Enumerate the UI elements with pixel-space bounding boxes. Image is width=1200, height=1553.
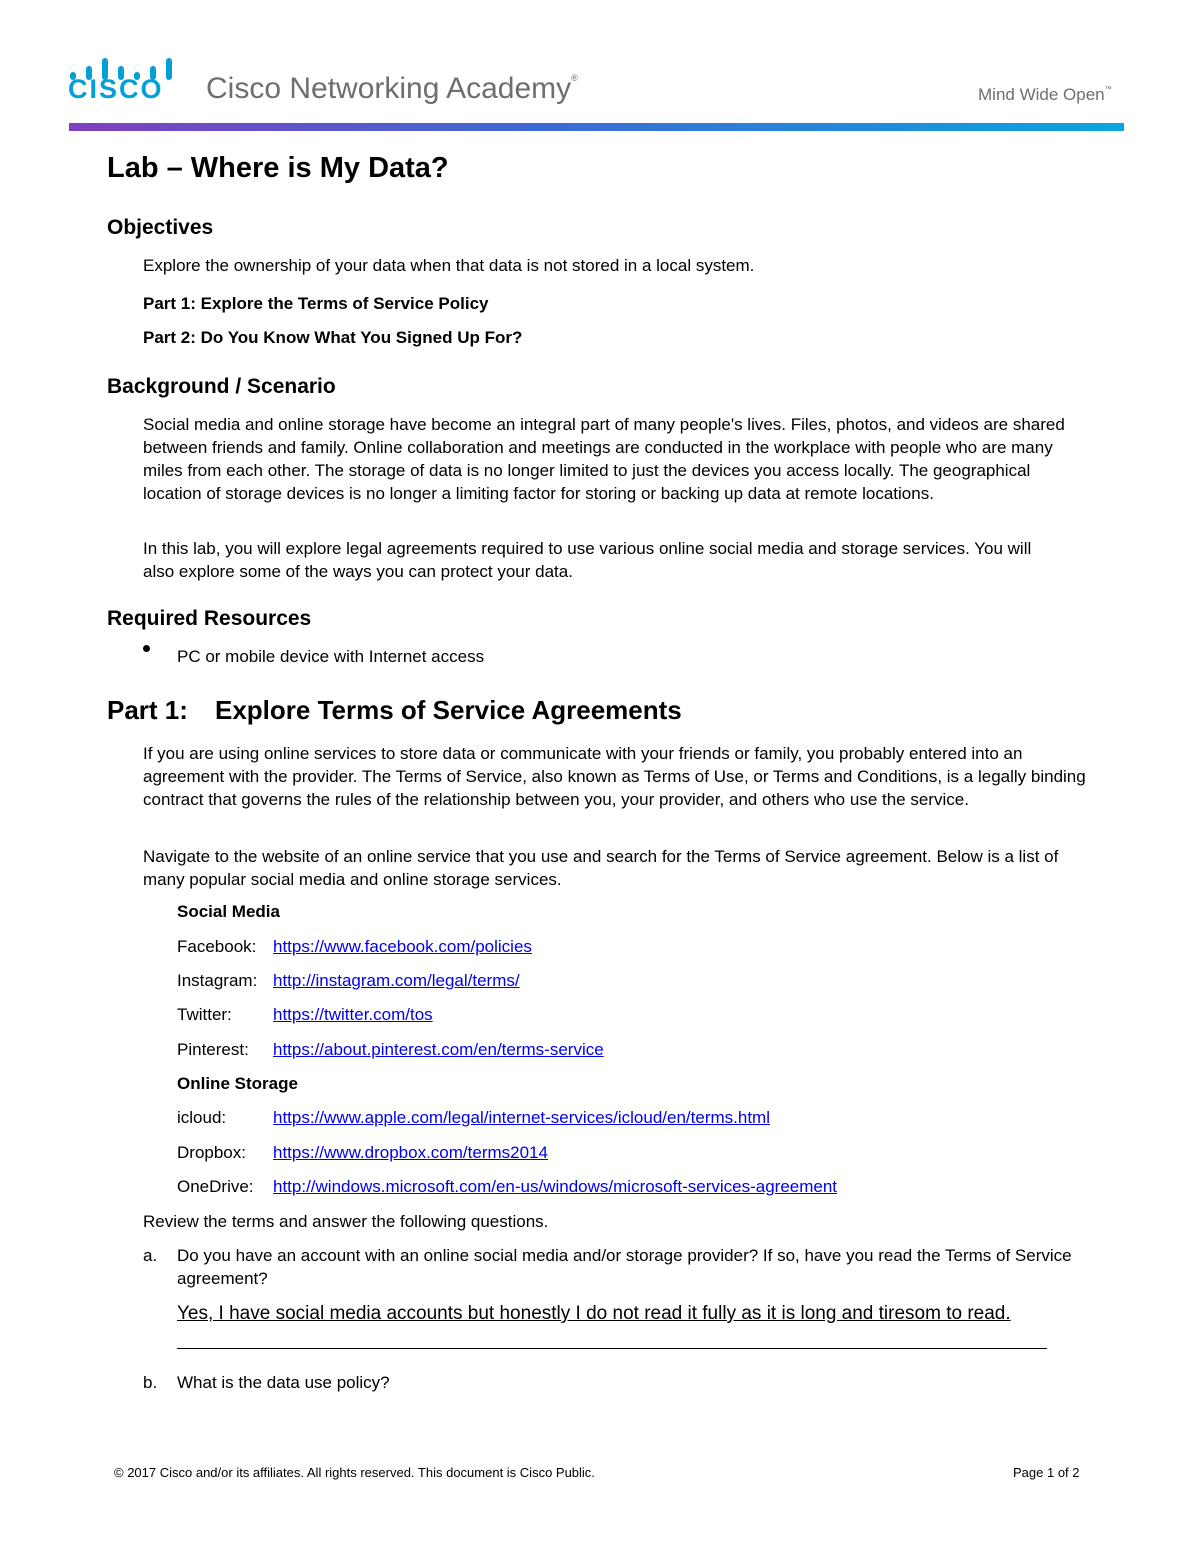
part1-paragraph-2: Navigate to the website of an online service that you use and search for the Terms of Service agreement. Below is a list of many popular social media and online storage services. xyxy=(143,847,1059,889)
question-a-text: Do you have an account with an online social media and/or storage provider? If so, have you read the Terms of Service agreement? xyxy=(177,1246,1072,1288)
resources-heading: Required Resources xyxy=(107,607,312,630)
dropbox-link[interactable]: https://www.dropbox.com/terms2014 xyxy=(273,1143,548,1162)
instagram-link[interactable]: http://instagram.com/legal/terms/ xyxy=(273,971,520,990)
background-paragraph-2: In this lab, you will explore legal agreements required to use various online social media and storage services. You will also explore some of the ways you can protect your data. xyxy=(143,539,1032,581)
social-media-heading: Social Media xyxy=(177,902,280,921)
question-b-text: What is the data use policy? xyxy=(177,1373,390,1392)
pinterest-link[interactable]: https://about.pinterest.com/en/terms-service xyxy=(273,1040,604,1059)
facebook-link[interactable]: https://www.facebook.com/policies xyxy=(273,937,532,956)
online-storage-heading: Online Storage xyxy=(177,1074,298,1093)
background-heading: Background / Scenario xyxy=(107,375,336,398)
question-b-letter: b. xyxy=(143,1373,158,1392)
onedrive-link[interactable]: http://windows.microsoft.com/en-us/windows/microsoft-services-agreement xyxy=(273,1177,838,1196)
logo-wordmark: CISCO xyxy=(68,74,164,104)
part1-heading: Part 1: Explore Terms of Service Agreements xyxy=(107,695,682,725)
resource-item: PC or mobile device with Internet access xyxy=(177,647,485,666)
cisco-logo xyxy=(68,46,180,104)
footer-copyright: © 2017 Cisco and/or its affiliates. All rights reserved. This document is Cisco Public. xyxy=(114,1465,595,1480)
header-rule xyxy=(69,123,1124,131)
answer-line xyxy=(177,1348,1047,1349)
link-row-twitter: Twitter: https://twitter.com/tos xyxy=(177,1005,433,1024)
part1-paragraph-1: If you are using online services to store data or communicate with your friends or family, you probably entered into an agreement with the provider. The Terms of Service, also known as Terms of Use, or Terms and Conditions, is a legally binding contract that governs the rules of the relationship between you, your provider, and others who use the service. xyxy=(143,744,1086,809)
tagline: Mind Wide Open™ xyxy=(978,85,1112,104)
question-a-letter: a. xyxy=(143,1246,158,1265)
link-row-facebook: Facebook: https://www.facebook.com/policies xyxy=(177,937,532,956)
objective-part-1: Part 1: Explore the Terms of Service Policy xyxy=(143,294,489,313)
page-title: Lab – Where is My Data? xyxy=(107,152,449,184)
link-row-pinterest: Pinterest: https://about.pinterest.com/en/terms-service xyxy=(177,1040,604,1059)
link-row-onedrive: OneDrive: http://windows.microsoft.com/en-us/windows/microsoft-services-agreement xyxy=(177,1177,838,1196)
icloud-link[interactable]: https://www.apple.com/legal/internet-services/icloud/en/terms.html xyxy=(273,1108,770,1127)
footer-page-number: Page 1 of 2 xyxy=(1013,1465,1080,1480)
answer-a[interactable]: Yes, I have social media accounts but honestly I do not read it fully as it is long and tiresom to read. xyxy=(177,1303,1011,1324)
bullet-icon xyxy=(143,645,150,652)
background-paragraph-1: Social media and online storage have become an integral part of many people's lives. Files, photos, and videos are shared between friends and family. Online collaboration and meetings are conducted in the workplace with people who are many miles from each other. The storage of data is no longer limited to just the devices you access locally. The geographical location of storage devices is no longer a limiting factor for storing or backing up data at remote locations. xyxy=(143,415,1065,503)
review-instruction: Review the terms and answer the following questions. xyxy=(143,1212,549,1231)
link-row-dropbox: Dropbox: https://www.dropbox.com/terms2014 xyxy=(177,1143,548,1162)
link-row-instagram: Instagram: http://instagram.com/legal/terms/ xyxy=(177,971,520,990)
objective-part-2: Part 2: Do You Know What You Signed Up For? xyxy=(143,328,523,347)
link-row-icloud: icloud: https://www.apple.com/legal/internet-services/icloud/en/terms.html xyxy=(177,1108,770,1127)
academy-title: Cisco Networking Academy® xyxy=(206,72,578,105)
twitter-link[interactable]: https://twitter.com/tos xyxy=(273,1005,433,1024)
objectives-intro: Explore the ownership of your data when that data is not stored in a local system. xyxy=(143,256,755,275)
logo-bar-icon xyxy=(166,58,172,80)
objectives-heading: Objectives xyxy=(107,216,214,239)
